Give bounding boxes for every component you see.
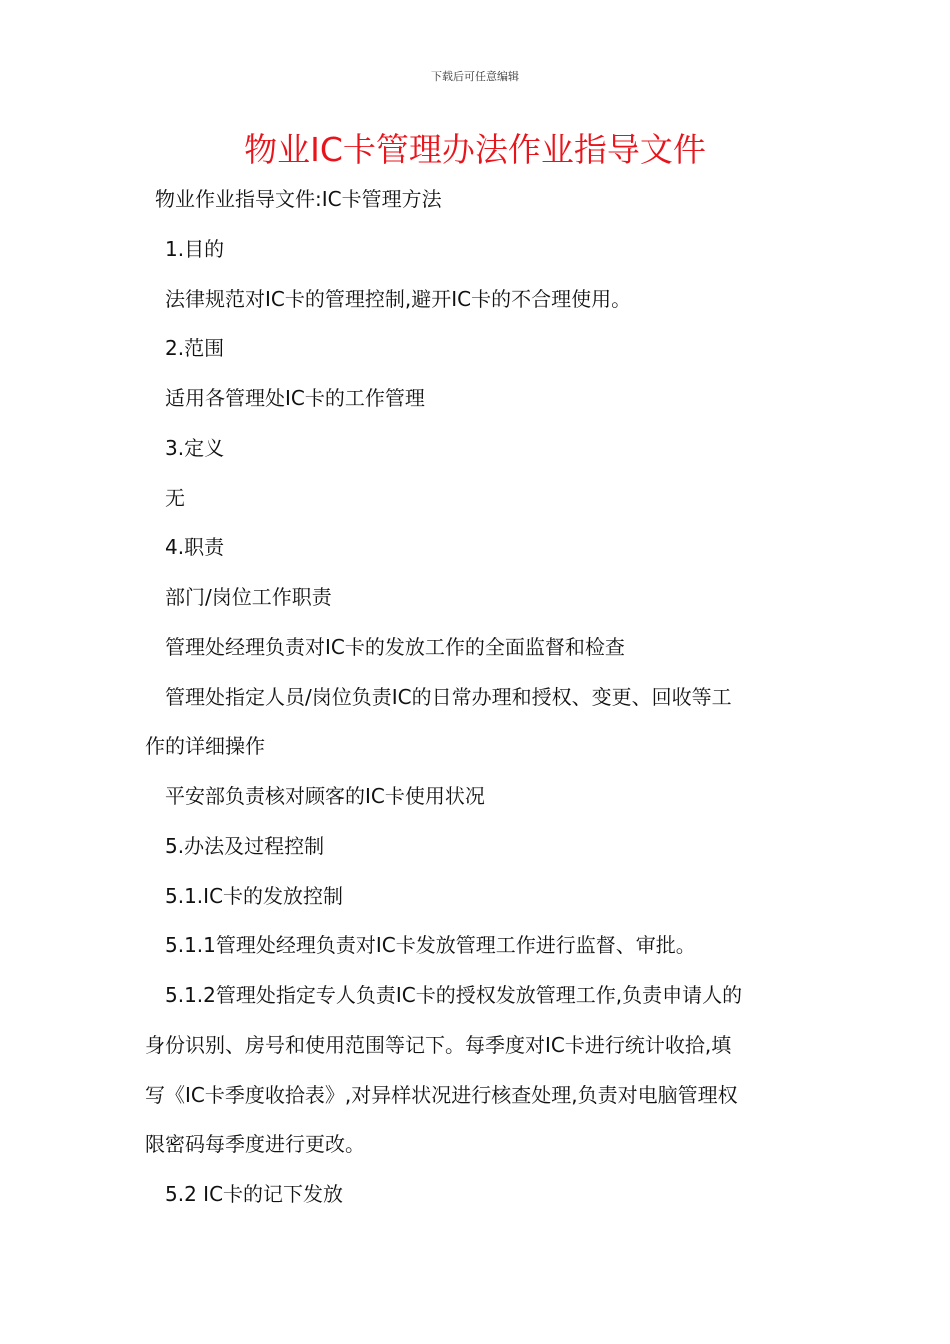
section-heading-purpose: 1.目的 — [165, 237, 225, 261]
section-heading-methods: 5.办法及过程控制 — [165, 834, 325, 858]
document-subtitle: 物业作业指导文件:IC卡管理方法 — [155, 187, 442, 211]
header-note: 下载后可任意编辑 — [431, 70, 519, 83]
paragraph-line: 管理处经理负责对IC卡的发放工作的全面监督和检查 — [165, 635, 625, 659]
paragraph-line: 写《IC卡季度收拾表》,对异样状况进行核查处理,负责对电脑管理权 — [145, 1083, 738, 1107]
paragraph-line: 身份识别、房号和使用范围等记下。每季度对IC卡进行统计收拾,填 — [145, 1033, 732, 1057]
paragraph-line: 部门/岗位工作职责 — [165, 585, 332, 609]
document-title: 物业IC卡管理办法作业指导文件 — [244, 130, 706, 169]
subsection-heading: 5.2 IC卡的记下发放 — [165, 1182, 344, 1206]
paragraph-line: 适用各管理处IC卡的工作管理 — [165, 386, 425, 410]
paragraph-line: 限密码每季度进行更改。 — [145, 1132, 365, 1156]
paragraph-line: 法律规范对IC卡的管理控制,避开IC卡的不合理使用。 — [165, 287, 632, 311]
paragraph-line: 作的详细操作 — [145, 734, 265, 758]
paragraph-line: 管理处指定人员/岗位负责IC的日常办理和授权、变更、回收等工 — [165, 685, 732, 709]
section-heading-scope: 2.范围 — [165, 336, 225, 360]
paragraph-line: 平安部负责核对顾客的IC卡使用状况 — [165, 784, 485, 808]
section-heading-definition: 3.定义 — [165, 436, 225, 460]
paragraph-line: 无 — [165, 486, 185, 510]
section-heading-duties: 4.职责 — [165, 535, 225, 559]
paragraph-line: 5.1.1管理处经理负责对IC卡发放管理工作进行监督、审批。 — [165, 933, 696, 957]
subsection-heading: 5.1.IC卡的发放控制 — [165, 884, 344, 908]
paragraph-line: 5.1.2管理处指定专人负责IC卡的授权发放管理工作,负责申请人的 — [165, 983, 743, 1007]
